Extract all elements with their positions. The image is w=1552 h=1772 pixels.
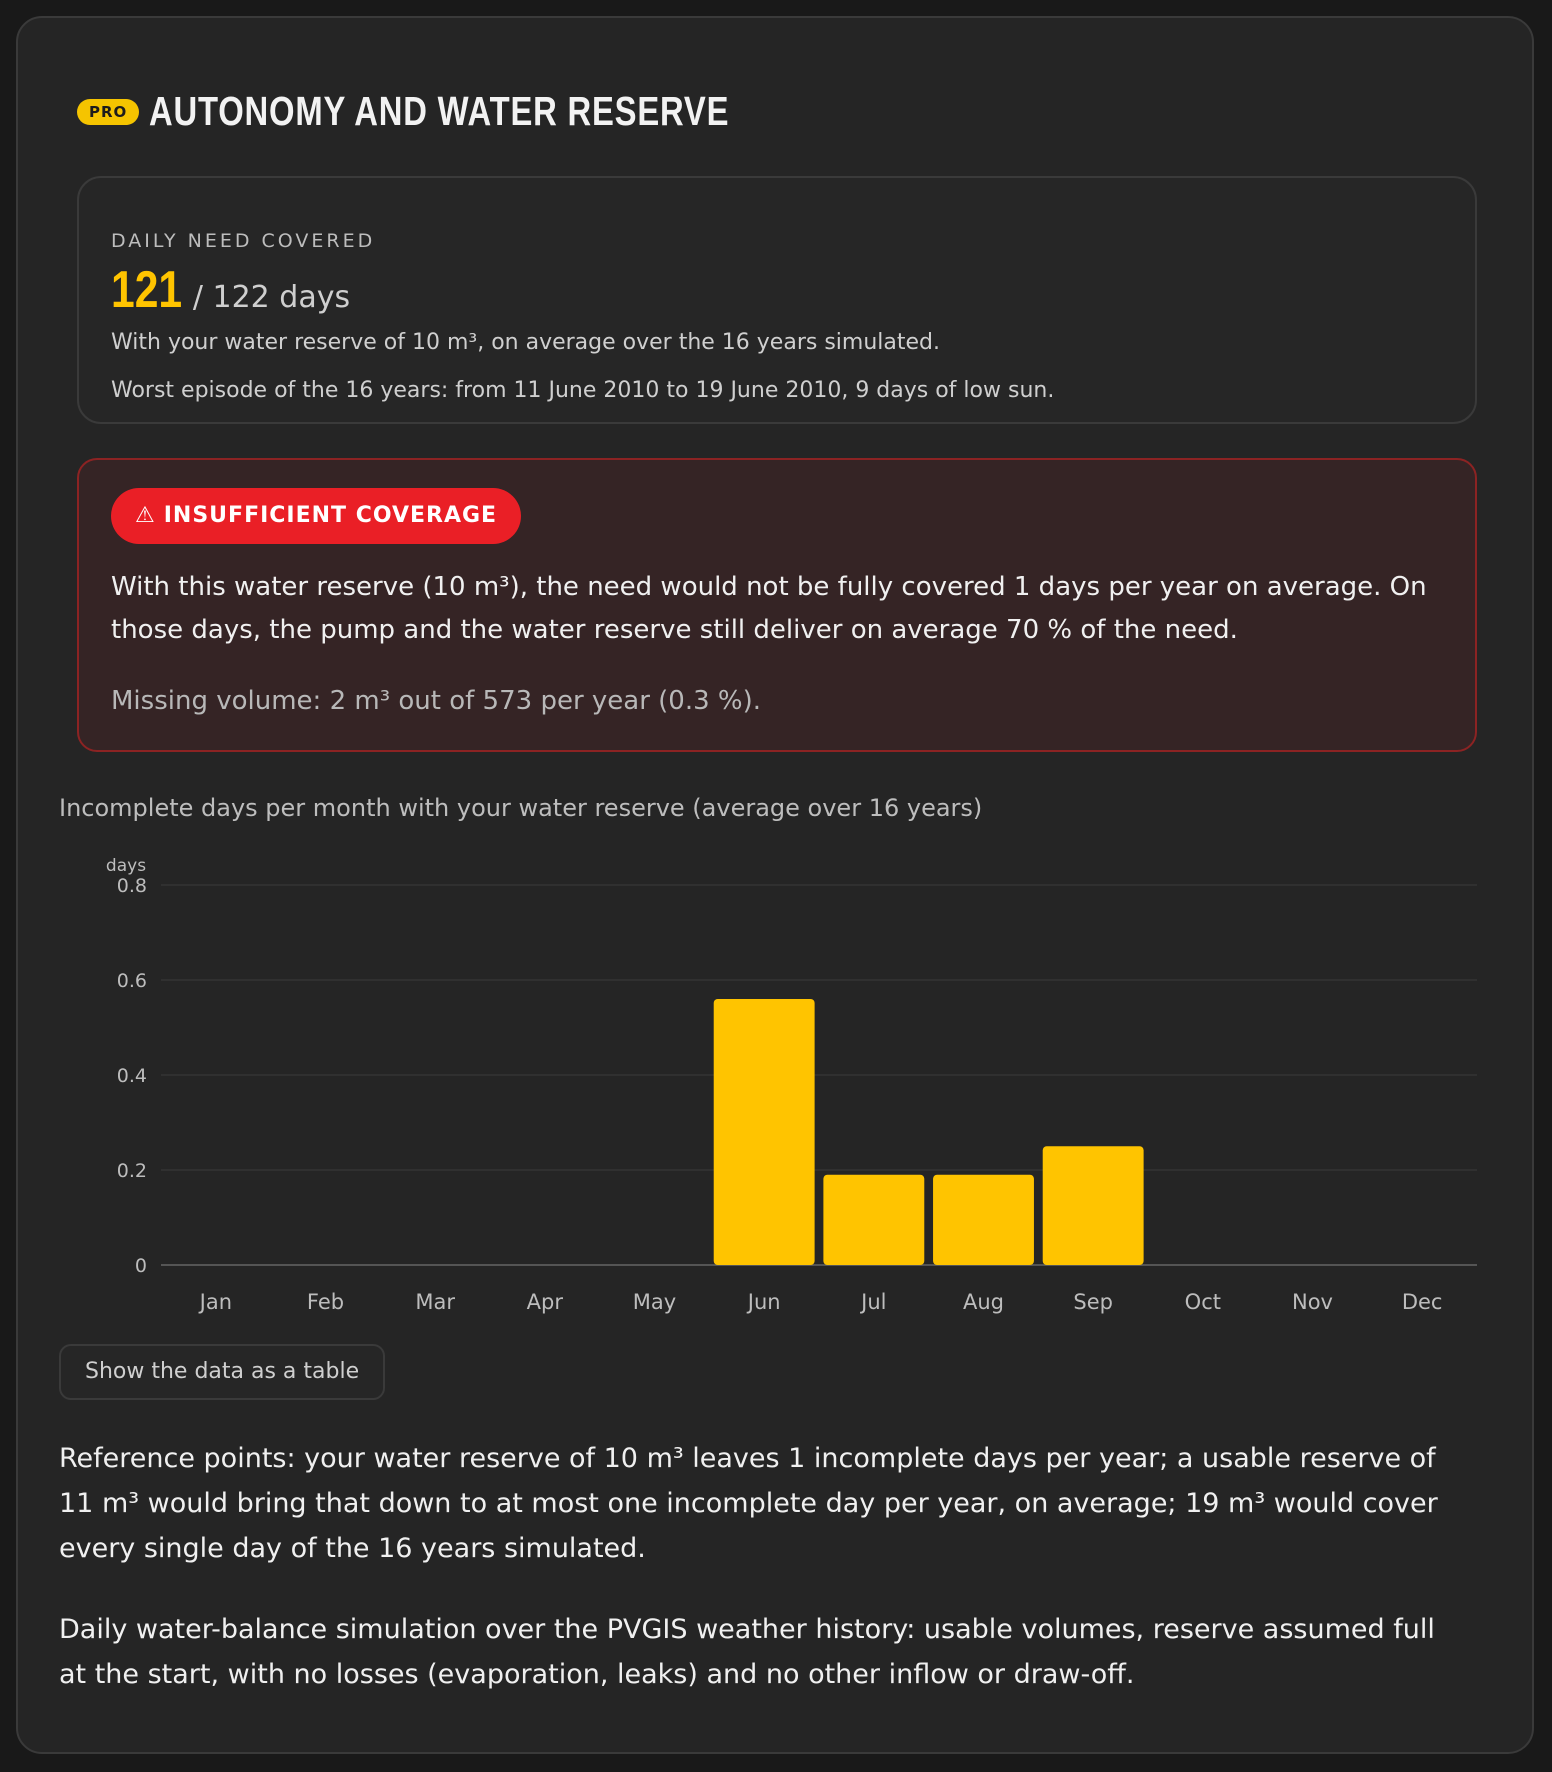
summary-reserve-line: With your water reserve of 10 m³, on average over the 16 years simulated. [111,330,940,355]
x-tick-label: Dec [1401,1290,1443,1314]
y-tick-label: 0 [134,1255,147,1277]
insufficient-coverage-badge [111,488,521,544]
reference-points-note: Reference points: your water reserve of 10 m³ leaves 1 incomplete days per year; a usable reserve of 11 m³ would bring that down to at most one incomplete day per year, on average; 19 m³ would cover every single day of the 16 years simulated. [59,1443,1438,1564]
bar-jul [823,1175,924,1265]
x-tick-label: Oct [1184,1290,1221,1314]
y-tick-label: 0.2 [116,1160,147,1182]
badge-label: INSUFFICIENT COVERAGE [163,503,498,528]
x-tick-label: Nov [1292,1290,1333,1314]
warning-triangle-icon: ⚠ [135,503,156,528]
x-tick-label: Jul [861,1290,887,1314]
chart-title: Incomplete days per month with your water reserve (average over 16 years) [59,794,983,822]
y-tick-label: 0.6 [116,970,147,992]
insufficient-coverage-alert [77,458,1477,752]
x-tick-label: Jun [747,1290,781,1314]
alert-message: With this water reserve (10 m³), the need would not be fully covered 1 days per year on average. On those days, the pump and the water reserve still deliver on average 70 % of the need. [111,572,1427,645]
method-note: Daily water-balance simulation over the PVGIS weather history: usable volumes, reserve assumed full at the start, with no losses (evaporation, leaks) and no other inflow or draw-off. [59,1614,1435,1690]
bar-jun [714,999,815,1265]
pro-badge: PRO [77,99,139,125]
summary-worst-episode: Worst episode of the 16 years: from 11 June 2010 to 19 June 2010, 9 days of low sun. [111,378,1055,403]
x-tick-label: Apr [526,1290,564,1314]
summary-label: DAILY NEED COVERED [111,230,376,252]
daily-need-summary [77,176,1477,424]
y-tick-label: 0.4 [116,1065,147,1087]
x-tick-label: Aug [962,1290,1005,1314]
incomplete-days-bar-chart [59,845,1479,1315]
card-title: AUTONOMY AND WATER RESERVE [149,88,730,134]
covered-days-value [111,260,350,320]
show-table-button[interactable]: Show the data as a table [59,1344,385,1400]
covered-days-number: 121 [111,261,183,319]
total-days-text: / 122 days [192,280,351,315]
x-tick-label: Jan [199,1290,233,1314]
card-header [77,88,875,135]
x-tick-label: Mar [415,1290,455,1314]
bar-aug [933,1175,1034,1265]
x-tick-label: Feb [306,1290,345,1314]
x-tick-label: May [632,1290,677,1314]
x-tick-label: Sep [1073,1290,1113,1314]
y-axis-label: days [105,856,147,876]
y-tick-label: 0.8 [116,875,147,897]
bar-sep [1043,1146,1144,1265]
missing-volume: Missing volume: 2 m³ out of 573 per year (0.3 %). [111,686,762,716]
